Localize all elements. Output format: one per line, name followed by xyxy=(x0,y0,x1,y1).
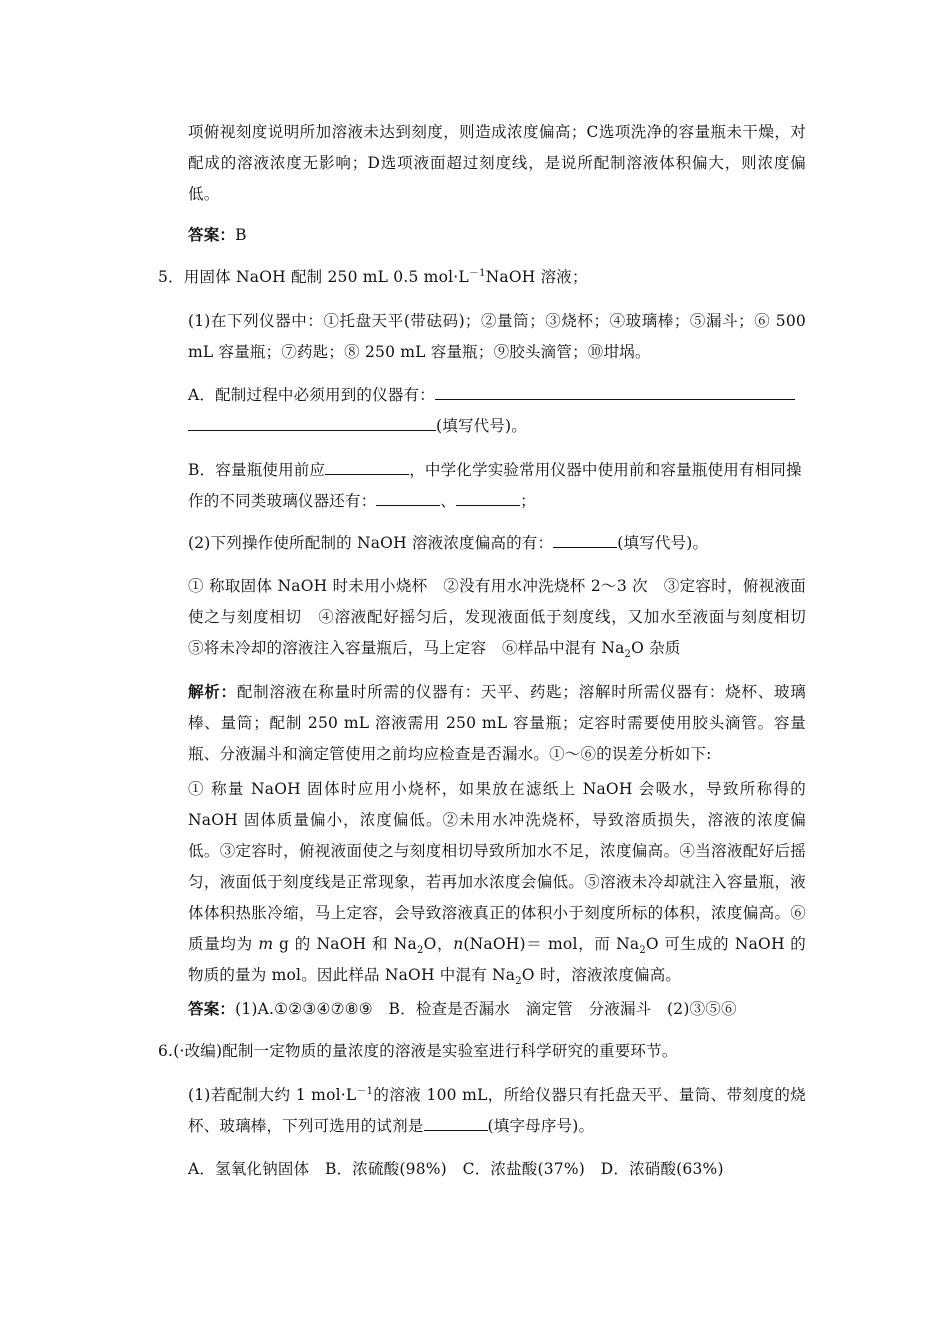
question-6-part-1: (1)若配制大约 1 $mol\cdot L^{-1}$的溶液 100 mL，所给仪器只有托盘天平、量筒、带刻度的烧杯、玻璃棒，下列可选用的试剂是 (填字母序号)。 xyxy=(188,1085,806,1135)
answer-blank[interactable] xyxy=(424,1113,488,1131)
answer-label: 答案： xyxy=(188,225,236,244)
answer-q5 xyxy=(188,993,806,1025)
question-5-part-1: (1)在下列仪器中：①托盘天平(带砝码)；②量筒；③烧杯；④玻璃棒；⑤漏斗；⑥ 500 mL 容量瓶；⑦药匙；⑧ 250 mL 容量瓶；⑨胶头滴管；⑩坩埚。 xyxy=(188,312,806,361)
analysis-q5-part-1: 解析：配制溶液在称量时所需的仪器有：天平、药匙；溶解时所需仪器有：烧杯、玻璃棒、量筒；配制 250 mL 溶液需用 250 mL 容量瓶；定容时需要使用胶头滴管。容量瓶、分液漏斗和滴定管使用之前均应检查是否漏水。①～⑥的误差分析如下: xyxy=(188,682,806,763)
answer-blank[interactable] xyxy=(325,457,409,475)
question-6-options: A．氢氧化钠固体 B．浓硫酸(98%) C．浓盐酸(37%) D．浓硝酸(63%) xyxy=(188,1160,724,1178)
answer-blank[interactable] xyxy=(188,413,436,431)
question-number: 6. xyxy=(158,1042,174,1060)
answer-blank[interactable] xyxy=(456,488,520,506)
analysis-continuation xyxy=(188,117,806,210)
question-number: 5． xyxy=(158,268,184,286)
answer-q4 xyxy=(188,219,806,251)
question-5-part-B: B．容量瓶使用前应 ，中学化学实验常用仪器中使用前和容量瓶使用有相同操作的不同类玻璃仪器还有： 、 ； xyxy=(188,455,806,517)
question-5-part-2: (2)下列操作使所配制的 NaOH 溶液浓度偏高的有： (填写代号)。 xyxy=(188,528,806,559)
paragraph-text: 项俯视刻度说明所加溶液未达到刻度，则造成浓度偏高；C选项洗净的容量瓶未干燥，对配成的溶液浓度无影响；D选项液面超过刻度线，是说所配制溶液体积偏大，则浓度偏低。 xyxy=(188,123,806,203)
question-5: 5．用固体 NaOH 配制 250 mL 0.5 $mol\cdot L^{-1}NaOH$ 溶液； xyxy=(158,267,588,286)
answer-value: (1)A.①②③④⑦⑧⑨ B．检查是否漏水 滴定管 分液漏斗 (2)③⑤⑥ xyxy=(235,1000,737,1018)
question-5-operations: ① 称取固体 NaOH 时未用小烧杯 ②没有用水冲洗烧杯 2～3 次 ③定容时，俯视液面使之与刻度相切 ④溶液配好摇匀后，发现液面低于刻度线，又加水至液面与刻度相切 ⑤将未冷却的溶液注入容量瓶后，马上定容 ⑥样品中混有 $Na_2O$ 杂质 xyxy=(188,577,822,661)
question-6: 6.(·改编)配制一定物质的量浓度的溶液是实验室进行科学研究的重要环节。 xyxy=(158,1042,678,1060)
analysis-label: 解析： xyxy=(188,682,237,701)
answer-blank[interactable] xyxy=(553,530,617,548)
answer-blank[interactable] xyxy=(376,488,440,506)
question-5-part-A: A．配制过程中必须用到的仪器有： (填写代号)。 xyxy=(188,380,806,442)
answer-blank[interactable] xyxy=(435,382,795,400)
analysis-q5-part-2: ① 称量 NaOH 固体时应用小烧杯，如果放在滤纸上 NaOH 会吸水，导致所称得的 NaOH 固体质量偏小，浓度偏低。②未用水冲洗烧杯，导致溶质损失，溶液的浓度偏低。③定容时，俯视液面使之与刻度相切导致所加水不足，浓度偏高。④当溶液配好后摇匀，液面低于刻度线是正常现象，若再加水浓度会偏低。⑤溶液未冷却就注入容量瓶，液体体积热胀冷缩，马上定容，会导致溶液真正的体积小于刻度所标的体积，浓度偏高。⑥质量均为 m g 的 NaOH 和 $Na_2O$，n(NaOH)＝ mol，而 $Na_2O$ 可生成的 NaOH 的物质的量为 mol。因此样品 NaOH 中混有 $Na_2O$ 时，溶液浓度偏高。 xyxy=(188,780,806,988)
answer-value: B xyxy=(235,226,247,244)
answer-label: 答案： xyxy=(188,999,236,1018)
